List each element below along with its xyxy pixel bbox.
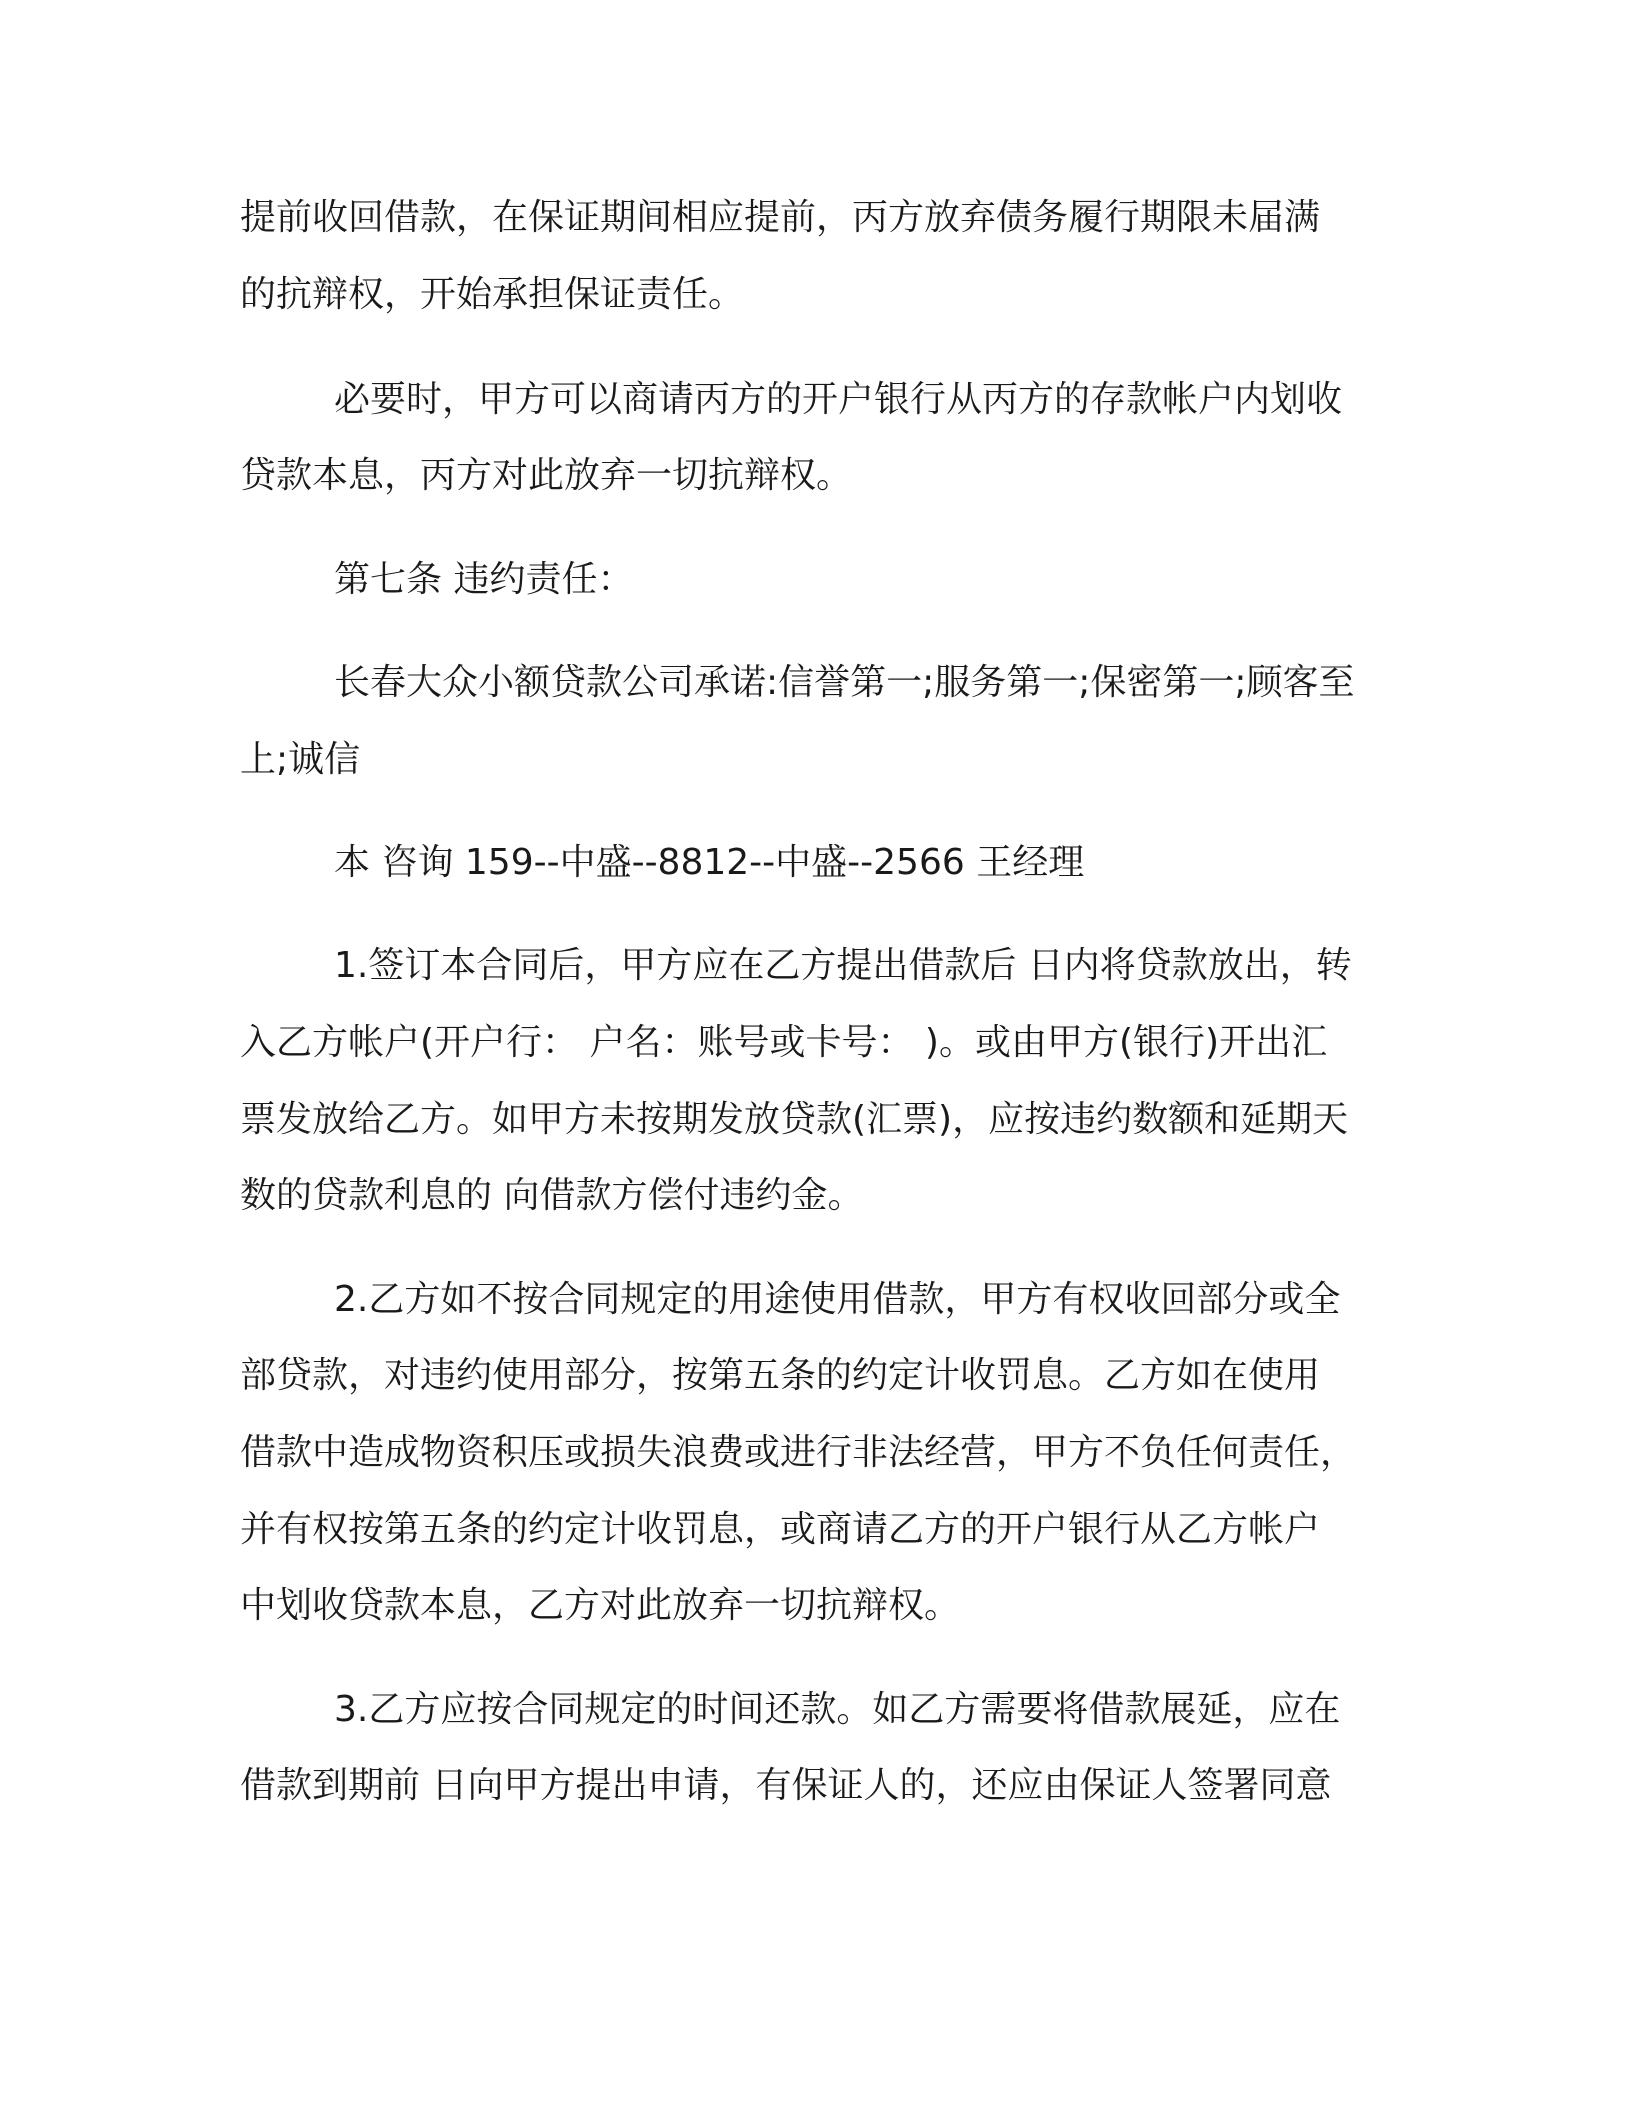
text-line: 并有权按第五条的约定计收罚息，或商请乙方的开户银行从乙方帐户 xyxy=(240,1509,1321,1550)
text-line: 2.乙方如不按合同规定的用途使用借款，甲方有权收回部分或全 xyxy=(334,1279,1341,1320)
text-line: 票发放给乙方。如甲方未按期发放贷款(汇票)，应按违约数额和延期天 xyxy=(240,1099,1349,1140)
text-line: 长春大众小额贷款公司承诺:信誉第一;服务第一;保密第一;顾客至 xyxy=(334,662,1355,703)
text-line: 数的贷款利息的 向借款方偿付违约金。 xyxy=(240,1175,864,1216)
text-line: 上;诚信 xyxy=(240,739,361,780)
text-line: 借款中造成物资积压或损失浪费或进行非法经营，甲方不负任何责任， xyxy=(240,1432,1357,1473)
text-line: 部贷款，对违约使用部分，按第五条的约定计收罚息。乙方如在使用 xyxy=(240,1355,1321,1396)
text-line: 必要时，甲方可以商请丙方的开户银行从丙方的存款帐户内划收 xyxy=(334,379,1343,420)
text-line: 提前收回借款，在保证期间相应提前，丙方放弃债务履行期限未届满 xyxy=(240,197,1321,238)
text-line: 1.签订本合同后，甲方应在乙方提出借款后 日内将贷款放出，转 xyxy=(334,945,1352,986)
text-line: 中划收贷款本息，乙方对此放弃一切抗辩权。 xyxy=(240,1585,961,1626)
contact-line: 本 咨询 159--中盛--8812--中盛--2566 王经理 xyxy=(334,842,1085,883)
text-line: 入乙方帐户(开户行： 户名：账号或卡号： )。或由甲方(银行)开出汇 xyxy=(240,1022,1328,1063)
text-line: 贷款本息，丙方对此放弃一切抗辩权。 xyxy=(240,455,853,496)
text-line: 借款到期前 日向甲方提出申请，有保证人的，还应由保证人签署同意 xyxy=(240,1765,1332,1806)
text-line: 的抗辩权，开始承担保证责任。 xyxy=(240,274,745,315)
section-heading: 第七条 违约责任： xyxy=(334,559,634,600)
text-line: 3.乙方应按合同规定的时间还款。如乙方需要将借款展延，应在 xyxy=(334,1689,1341,1730)
